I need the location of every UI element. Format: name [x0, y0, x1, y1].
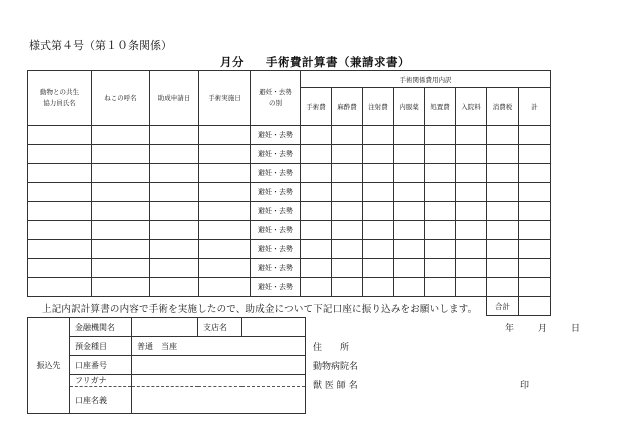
table-cell[interactable] — [92, 145, 150, 164]
account-number-field[interactable] — [132, 356, 306, 375]
table-row — [28, 126, 551, 145]
category-cell: 避妊・去勢 — [251, 183, 301, 202]
table-cell[interactable] — [332, 278, 363, 297]
seal-label: 印 — [520, 381, 530, 391]
bank-name-label: 金融機関名 — [70, 318, 132, 337]
header-category: 避妊・去勢 の別 — [251, 71, 301, 126]
table-cell[interactable] — [487, 202, 519, 221]
veterinarian-name-label: 獣 医 師 名 — [313, 381, 358, 391]
account-holder-field[interactable] — [132, 387, 306, 414]
table-cell[interactable] — [425, 145, 456, 164]
table-cell[interactable] — [487, 164, 519, 183]
table-cell[interactable] — [332, 126, 363, 145]
table-cell[interactable] — [425, 259, 456, 278]
category-cell: 避妊・去勢 — [251, 202, 301, 221]
total-value-cell[interactable] — [519, 297, 551, 316]
bank-name-field[interactable] — [132, 318, 198, 337]
account-type-label: 預金種目 — [70, 337, 132, 356]
header-item-4: 処置費 — [425, 88, 456, 126]
table-cell[interactable] — [456, 240, 487, 259]
table-cell[interactable] — [425, 278, 456, 297]
title-main: 手術費計算書（兼請求書） — [266, 55, 410, 69]
table-row — [28, 259, 551, 278]
table-cell[interactable] — [301, 202, 332, 221]
table-cell[interactable] — [28, 164, 92, 183]
table-cell[interactable] — [199, 164, 251, 183]
table-row — [28, 183, 551, 202]
table-cell[interactable] — [92, 240, 150, 259]
table-cell[interactable] — [363, 240, 394, 259]
address-label: 住 所 — [313, 343, 350, 353]
category-cell: 避妊・去勢 — [251, 259, 301, 278]
furigana-label: フリガナ — [70, 375, 132, 387]
table-cell[interactable] — [394, 240, 425, 259]
table-cell[interactable] — [425, 221, 456, 240]
category-cell: 避妊・去勢 — [251, 221, 301, 240]
table-cell[interactable] — [363, 145, 394, 164]
title-month: 月分 — [220, 55, 244, 69]
surgery-cost-table — [27, 70, 551, 316]
table-cell[interactable] — [28, 221, 92, 240]
category-cell: 避妊・去勢 — [251, 164, 301, 183]
table-cell[interactable] — [456, 183, 487, 202]
table-cell[interactable] — [363, 221, 394, 240]
table-cell[interactable] — [394, 183, 425, 202]
header-item-2: 注射費 — [363, 88, 394, 126]
table-cell[interactable] — [301, 278, 332, 297]
table-cell[interactable] — [456, 164, 487, 183]
table-cell[interactable] — [28, 259, 92, 278]
header-item-5: 入院料 — [456, 88, 487, 126]
category-cell: 避妊・去勢 — [251, 145, 301, 164]
table-cell[interactable] — [394, 164, 425, 183]
table-cell[interactable] — [92, 202, 150, 221]
header-item-7: 計 — [519, 88, 551, 126]
table-cell[interactable] — [519, 259, 551, 278]
form-number: 様式第４号（第１０条関係） — [29, 39, 172, 52]
table-cell[interactable] — [456, 202, 487, 221]
table-cell[interactable] — [394, 259, 425, 278]
table-cell[interactable] — [363, 278, 394, 297]
table-cell[interactable] — [487, 126, 519, 145]
category-cell: 避妊・去勢 — [251, 278, 301, 297]
header-item-6: 消費税 — [487, 88, 519, 126]
table-cell[interactable] — [301, 221, 332, 240]
table-cell[interactable] — [363, 202, 394, 221]
table-cell[interactable] — [301, 145, 332, 164]
table-row — [28, 221, 551, 240]
table-cell[interactable] — [519, 221, 551, 240]
table-row — [28, 240, 551, 259]
table-row — [28, 164, 551, 183]
table-cell[interactable] — [150, 126, 199, 145]
table-cell[interactable] — [519, 278, 551, 297]
table-cell[interactable] — [150, 183, 199, 202]
table-cell[interactable] — [363, 259, 394, 278]
furigana-field[interactable] — [132, 375, 306, 387]
table-cell[interactable] — [199, 183, 251, 202]
table-cell[interactable] — [199, 221, 251, 240]
table-cell[interactable] — [199, 145, 251, 164]
table-cell[interactable] — [150, 202, 199, 221]
table-cell[interactable] — [519, 164, 551, 183]
table-cell[interactable] — [92, 278, 150, 297]
date-day-label: 日 — [571, 324, 581, 334]
transfer-destination-label: 振込先 — [28, 318, 70, 414]
table-cell[interactable] — [425, 240, 456, 259]
table-row — [28, 145, 551, 164]
table-row — [28, 202, 551, 221]
date-month-label: 月 — [538, 324, 548, 334]
table-cell[interactable] — [519, 145, 551, 164]
header-surgery-date: 手術実施日 — [199, 71, 251, 126]
table-cell[interactable] — [456, 278, 487, 297]
table-cell[interactable] — [199, 259, 251, 278]
table-cell[interactable] — [199, 126, 251, 145]
account-type-options[interactable]: 普通 当座 — [132, 337, 306, 356]
header-item-0: 手術費 — [301, 88, 332, 126]
table-cell[interactable] — [332, 202, 363, 221]
header-cost-breakdown: 手術関係費用内訳 — [301, 71, 551, 88]
table-cell[interactable] — [332, 240, 363, 259]
table-cell[interactable] — [487, 240, 519, 259]
table-cell[interactable] — [150, 259, 199, 278]
category-cell: 避妊・去勢 — [251, 126, 301, 145]
document-title — [0, 54, 630, 70]
account-number-label: 口座番号 — [70, 356, 132, 375]
table-cell[interactable] — [456, 221, 487, 240]
table-cell[interactable] — [332, 164, 363, 183]
table-cell[interactable] — [301, 240, 332, 259]
table-cell[interactable] — [150, 240, 199, 259]
table-cell[interactable] — [487, 278, 519, 297]
table-cell[interactable] — [394, 278, 425, 297]
table-cell[interactable] — [487, 183, 519, 202]
branch-name-label: 支店名 — [198, 318, 242, 337]
table-cell[interactable] — [28, 126, 92, 145]
account-holder-label: 口座名義 — [70, 387, 132, 414]
table-cell[interactable] — [28, 145, 92, 164]
table-cell[interactable] — [425, 202, 456, 221]
table-cell[interactable] — [519, 183, 551, 202]
table-cell[interactable] — [363, 183, 394, 202]
table-cell[interactable] — [394, 126, 425, 145]
table-cell[interactable] — [28, 183, 92, 202]
table-cell[interactable] — [150, 221, 199, 240]
table-cell[interactable] — [363, 164, 394, 183]
table-row — [28, 278, 551, 297]
table-cell[interactable] — [28, 240, 92, 259]
header-application-date: 助成申請日 — [150, 71, 199, 126]
table-cell[interactable] — [487, 145, 519, 164]
table-cell[interactable] — [199, 278, 251, 297]
table-cell[interactable] — [456, 259, 487, 278]
table-cell[interactable] — [519, 202, 551, 221]
category-cell: 避妊・去勢 — [251, 240, 301, 259]
table-cell[interactable] — [301, 164, 332, 183]
table-cell[interactable] — [456, 126, 487, 145]
total-label: 合計 — [487, 297, 519, 316]
table-cell[interactable] — [519, 240, 551, 259]
table-cell[interactable] — [394, 202, 425, 221]
table-cell[interactable] — [150, 164, 199, 183]
table-cell[interactable] — [425, 126, 456, 145]
table-cell[interactable] — [332, 221, 363, 240]
table-cell[interactable] — [394, 145, 425, 164]
table-cell[interactable] — [301, 259, 332, 278]
table-cell[interactable] — [425, 164, 456, 183]
table-cell[interactable] — [456, 145, 487, 164]
table-cell[interactable] — [150, 145, 199, 164]
table-cell[interactable] — [92, 126, 150, 145]
table-cell[interactable] — [363, 126, 394, 145]
header-partner-name: 動物との共生 協力員氏名 — [28, 71, 92, 126]
table-cell[interactable] — [332, 259, 363, 278]
table-cell[interactable] — [519, 126, 551, 145]
table-cell[interactable] — [301, 183, 332, 202]
payment-request-notice: 上記内訳計算書の内容で手術を実施したので、助成金について下記口座に振り込みをお願いします。 — [42, 304, 478, 315]
table-cell[interactable] — [394, 221, 425, 240]
table-cell[interactable] — [332, 145, 363, 164]
table-cell[interactable] — [199, 240, 251, 259]
table-cell[interactable] — [487, 221, 519, 240]
table-cell[interactable] — [150, 278, 199, 297]
header-item-1: 麻酔費 — [332, 88, 363, 126]
table-cell[interactable] — [301, 126, 332, 145]
table-cell[interactable] — [92, 221, 150, 240]
header-item-3: 内服薬 — [394, 88, 425, 126]
table-cell[interactable] — [487, 259, 519, 278]
table-cell[interactable] — [92, 164, 150, 183]
table-cell[interactable] — [92, 259, 150, 278]
date-year-label: 年 — [505, 324, 515, 334]
table-cell[interactable] — [332, 183, 363, 202]
table-cell[interactable] — [92, 183, 150, 202]
header-cat-name: ねこの呼名 — [92, 71, 150, 126]
bank-transfer-table — [27, 317, 306, 414]
table-cell[interactable] — [28, 202, 92, 221]
branch-name-field[interactable] — [242, 318, 306, 337]
table-cell[interactable] — [199, 202, 251, 221]
table-cell[interactable] — [425, 183, 456, 202]
hospital-name-label: 動物病院名 — [313, 362, 359, 372]
table-cell[interactable] — [28, 278, 92, 297]
